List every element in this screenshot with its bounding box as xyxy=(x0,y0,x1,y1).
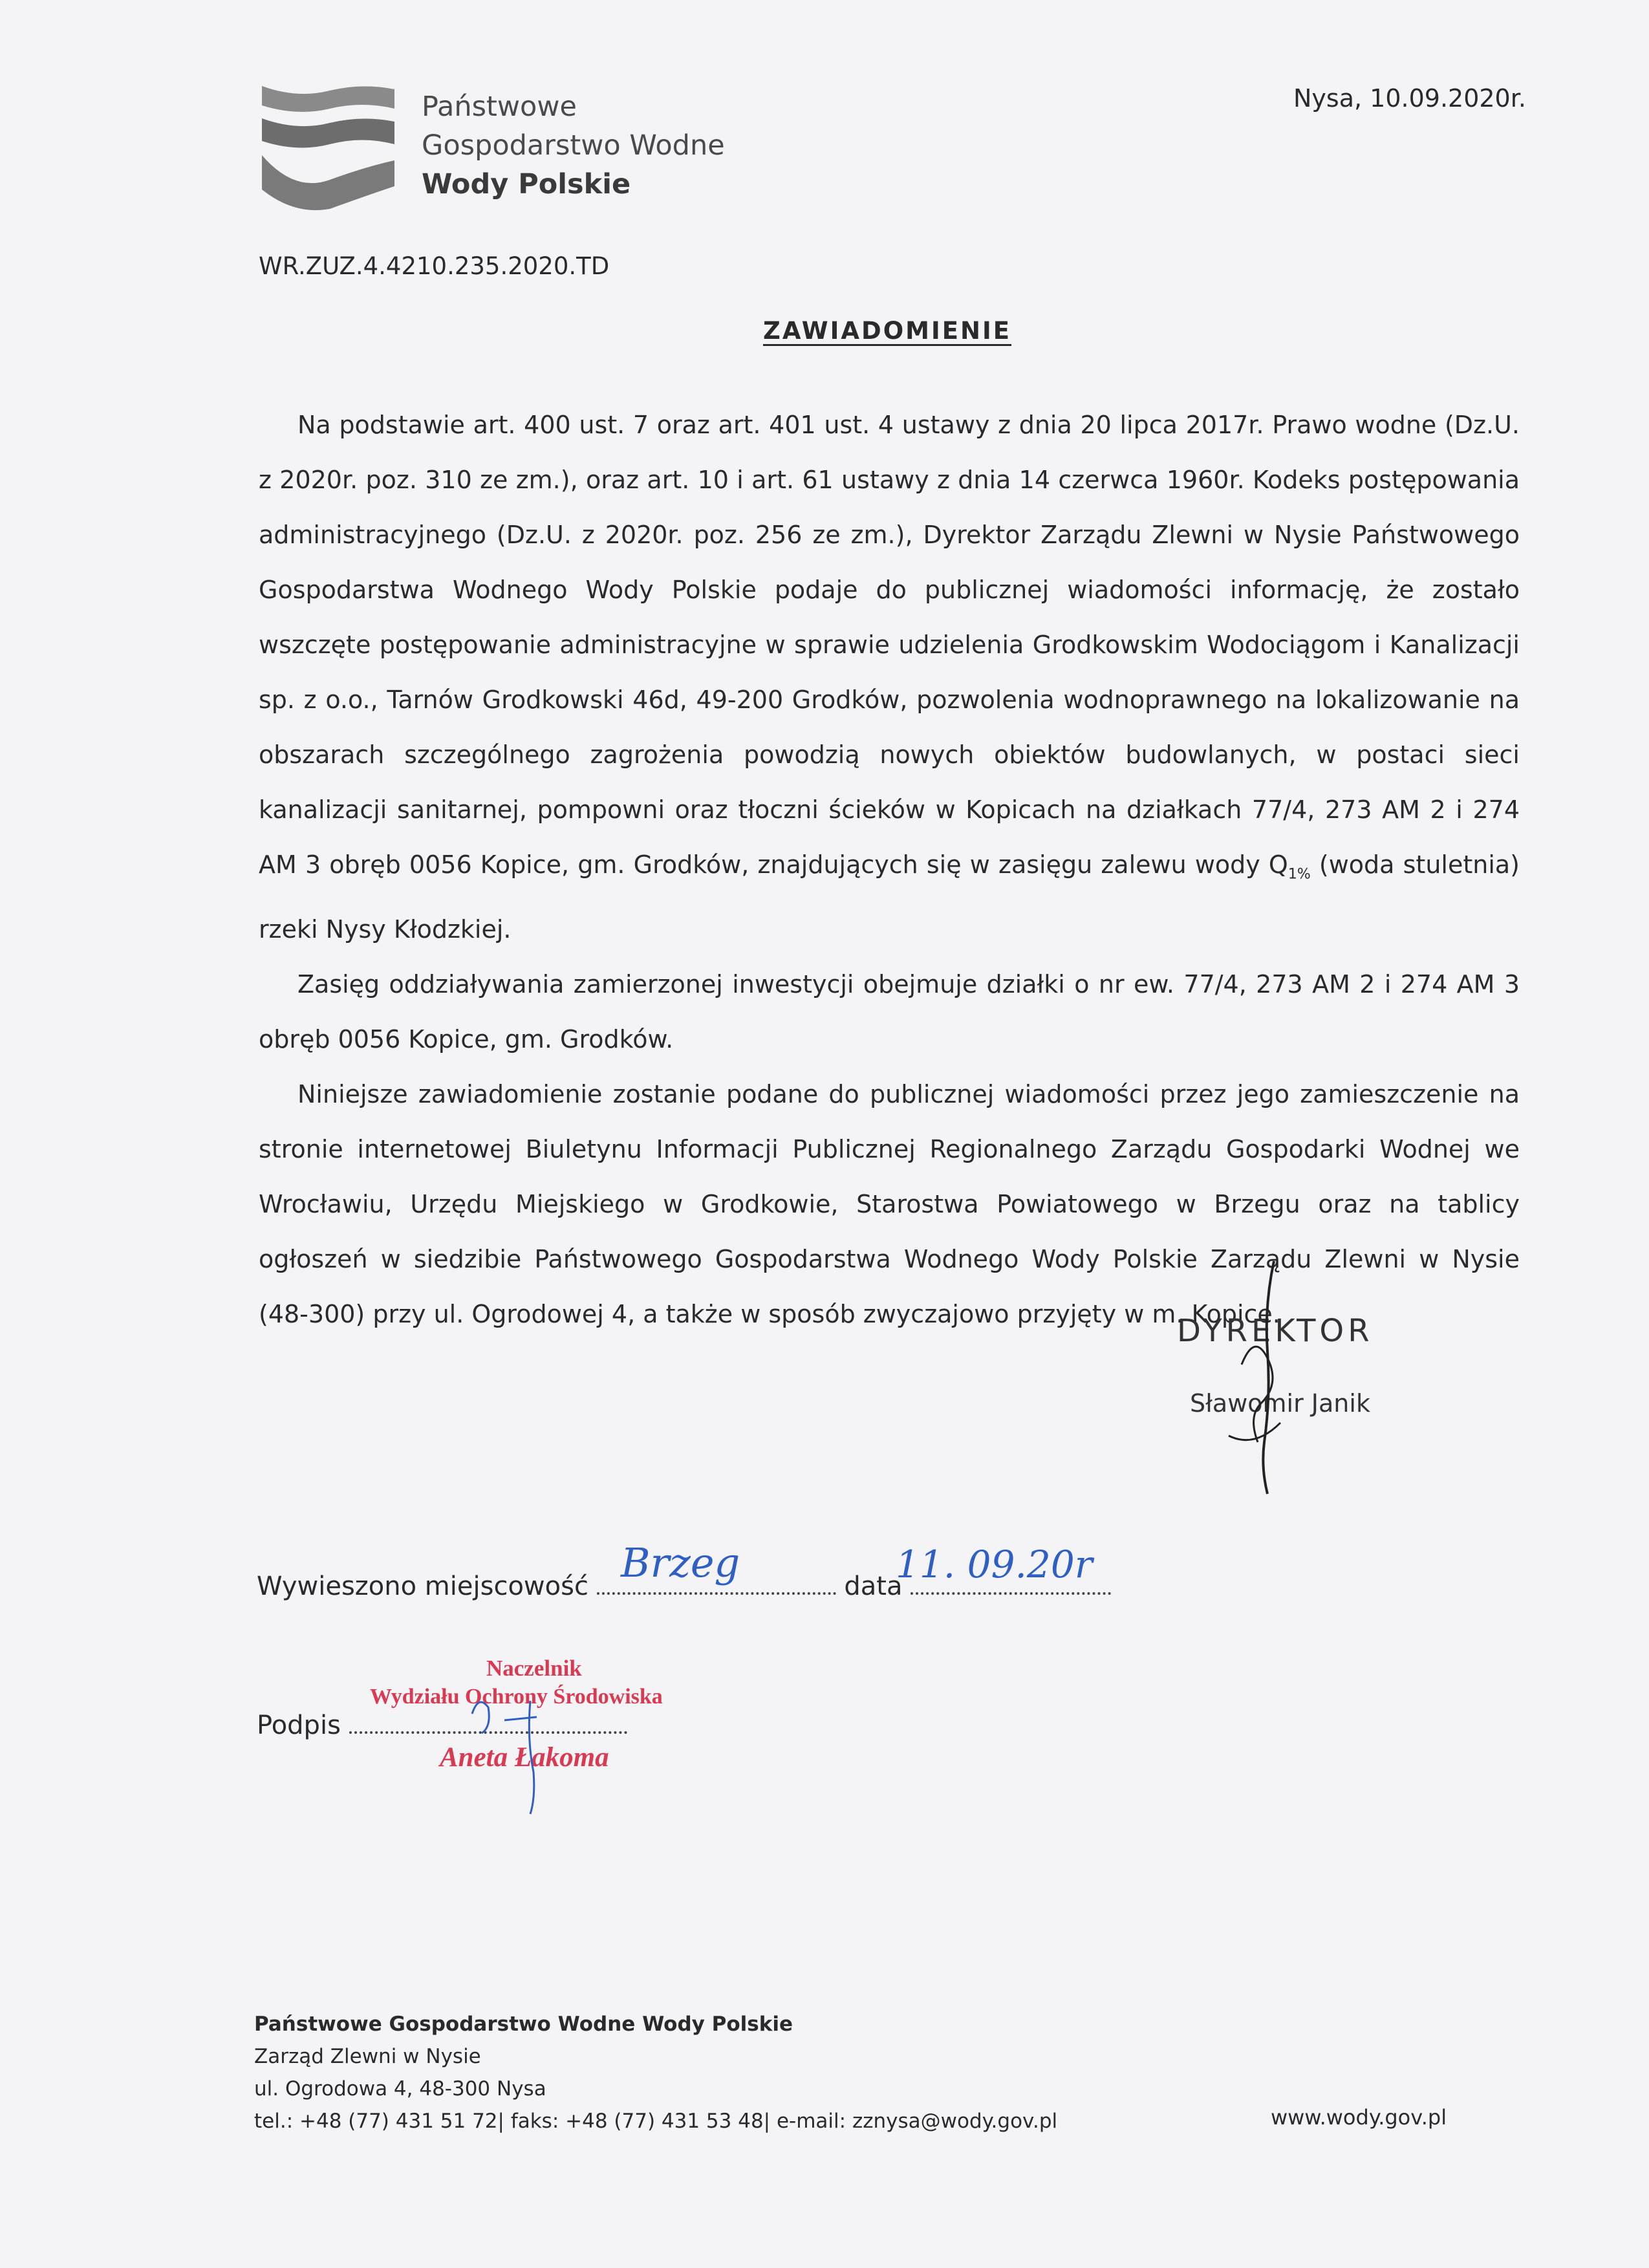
wody-polskie-logo xyxy=(259,83,398,215)
paragraph-1: Na podstawie art. 400 ust. 7 oraz art. 401 ust. 4 ustawy z dnia 20 lipca 2017r. Prawo wodne (Dz.U. z 2020r. poz. 310 ze zm.), oraz art. 10 i art. 61 ustawy z dnia 14 czerwca 1960r. Kodeks postępowania administracyjnego (Dz.U. z 2020r. poz. 256 ze zm.), Dyrektor Zarządu Zlewni w Nysie Państwowego Gospodarstwa Wodnego Wody Polskie podaje do publicznej wiadomości informację, że zostało wszczęte postępowanie administracyjne w sprawie udzielenia Grodkowskim Wodociągom i Kanalizacji sp. z o.o., Tarnów Grodkowski 46d, 49-200 Grodków, pozwolenia wodnoprawnego na lokalizowanie na obszarach szczególnego zagrożenia powodzią nowych obiektów budowlanych, w postaci sieci kanalizacji sanitarnej, pompowni oraz tłoczni ścieków w Kopicach na działkach 77/4, 273 AM 2 i 274 AM 3 obręb 0056 Kopice, gm. Grodków, znajdujących się w zasięgu zalewu wody $Q_{1\%}$ (woda stuletnia) rzeki Nysy Kłodzkiej. xyxy=(259,411,1520,944)
footer-unit: Zarząd Zlewni w Nysie xyxy=(254,2045,481,2068)
posting-handwritten-signature xyxy=(453,1688,608,1817)
document-title: ZAWIADOMIENIE xyxy=(763,317,1012,345)
org-name-line2: Gospodarstwo Wodne xyxy=(422,129,725,162)
paragraph-2: Zasięg oddziaływania zamierzonej inwestycji obejmuje działki o nr ew. 77/4, 273 AM 2 i 274 AM 3 obręb 0056 Kopice, gm. Grodków. xyxy=(259,969,1520,1053)
place-and-date: Nysa, 10.09.2020r. xyxy=(1293,84,1526,113)
signer-name: Sławomir Janik xyxy=(1190,1389,1370,1418)
posting-date-label: data xyxy=(844,1571,903,1601)
paragraph-3: Niniejsze zawiadomienie zostanie podane do publicznej wiadomości przez jego zamieszczenie na stronie internetowej Biuletynu Informacji Publicznej Regionalnego Zarządu Gospodarki Wodnej we Wrocławiu, Urzędu Miejskiego w Grodkowie, Starostwa Powiatowego w Brzegu oraz na tablicy ogłoszeń w siedzibie Państwowego Gospodarstwa Wodnego Wody Polskie Zarządu Zlewni w Nysie (48-300) przy ul. Ogrodowej 4, a także w sposób zwyczajowo przyjęty w m. Kopice. xyxy=(259,1079,1520,1328)
posting-signature-label: Podpis xyxy=(257,1711,341,1740)
handwritten-signature xyxy=(1203,1255,1319,1500)
stamp-line-2: Wydziału Ochrony Środowiska xyxy=(370,1685,663,1709)
footer-contact: tel.: +48 (77) 431 51 72| faks: +48 (77) 431 53 48| e-mail: zznysa@wody.gov.pl xyxy=(254,2110,1058,2133)
org-name-line1: Państwowe xyxy=(422,91,577,123)
flood-probability-subscript: 1% xyxy=(1288,866,1311,883)
stamp-line-3: Aneta Łakoma xyxy=(440,1742,609,1773)
footer-address: ul. Ogrodowa 4, 48-300 Nysa xyxy=(254,2077,546,2101)
posting-place-label: Wywieszono miejscowość xyxy=(257,1571,588,1601)
handwritten-date: 11. 09.20r xyxy=(896,1542,1093,1586)
organization-name xyxy=(422,87,725,204)
footer-website: www.wody.gov.pl xyxy=(1271,2105,1447,2130)
signature-title: DYREKTOR xyxy=(1177,1313,1374,1349)
handwritten-place: Brzeg xyxy=(621,1539,740,1586)
footer xyxy=(254,2008,1057,2137)
document-body xyxy=(259,398,1520,1342)
org-name-line3: Wody Polskie xyxy=(422,168,631,200)
reference-number: WR.ZUZ.4.4210.235.2020.TD xyxy=(259,252,610,280)
footer-org: Państwowe Gospodarstwo Wodne Wody Polskie xyxy=(254,2013,793,2036)
stamp-line-1: Naczelnik xyxy=(486,1656,582,1681)
